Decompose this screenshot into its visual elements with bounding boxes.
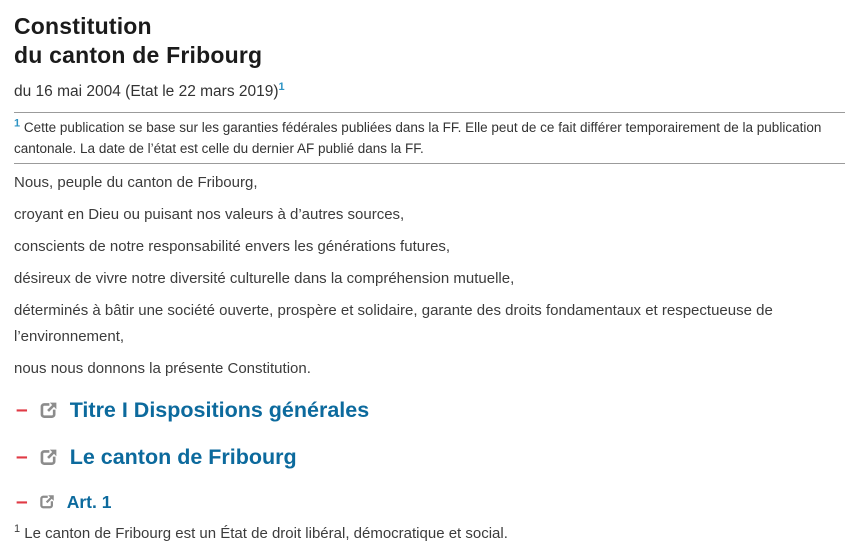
page-title bbox=[14, 12, 845, 70]
external-link-icon[interactable] bbox=[38, 447, 59, 468]
external-link-icon[interactable] bbox=[38, 493, 56, 511]
collapse-dash-icon[interactable]: – bbox=[16, 398, 28, 421]
date-text: du 16 mai 2004 (Etat le 22 mars 2019) bbox=[14, 83, 279, 100]
preamble bbox=[14, 170, 845, 382]
toc-heading-canton-fribourg[interactable] bbox=[16, 443, 845, 471]
preamble-paragraph: croyant en Dieu ou puisant nos valeurs à d’autres sources, bbox=[14, 206, 405, 223]
toc-headings bbox=[14, 396, 845, 514]
footnote-block bbox=[14, 112, 845, 164]
external-link-icon[interactable] bbox=[38, 400, 59, 421]
preamble-paragraph: Nous, peuple du canton de Fribourg, bbox=[14, 174, 258, 191]
title-line-2: du canton de Fribourg bbox=[14, 42, 263, 68]
toc-heading-art-1[interactable] bbox=[16, 490, 845, 514]
preamble-paragraph: conscients de notre responsabilité envers les générations futures, bbox=[14, 238, 451, 255]
footnote-text: Cette publication se base sur les garanties fédérales publiées dans la FF. Elle peut de ce fait différer temporairement de la publication cantonale. La date de l’état est celle du dernier AF publié dans la FF. bbox=[14, 120, 822, 156]
paragraph-number: 1 bbox=[14, 523, 21, 535]
title-line-1: Constitution bbox=[14, 13, 152, 39]
date-footnote-ref-link[interactable]: 1 bbox=[278, 80, 285, 93]
heading-label[interactable]: Titre I Dispositions générales bbox=[69, 398, 370, 422]
preamble-paragraph: déterminés à bâtir une société ouverte, prospère et solidaire, garante des droits fondamentaux et respectueuse de l’environnement, bbox=[14, 302, 773, 345]
heading-label[interactable]: Art. 1 bbox=[66, 492, 112, 512]
preamble-paragraph: nous nous donnons la présente Constitution. bbox=[14, 360, 311, 377]
toc-heading-titre-1[interactable] bbox=[16, 396, 845, 424]
collapse-dash-icon[interactable]: – bbox=[16, 490, 28, 513]
article-text: Le canton de Fribourg est un État de droit libéral, démocratique et social. bbox=[20, 525, 508, 542]
collapse-dash-icon[interactable]: – bbox=[16, 445, 28, 468]
preamble-paragraph: désireux de vivre notre diversité culturelle dans la compréhension mutuelle, bbox=[14, 270, 515, 287]
article-1-paragraph bbox=[14, 524, 845, 544]
footnote-marker-link[interactable]: 1 bbox=[14, 117, 21, 130]
document-date bbox=[14, 82, 845, 102]
heading-label[interactable]: Le canton de Fribourg bbox=[69, 445, 297, 469]
